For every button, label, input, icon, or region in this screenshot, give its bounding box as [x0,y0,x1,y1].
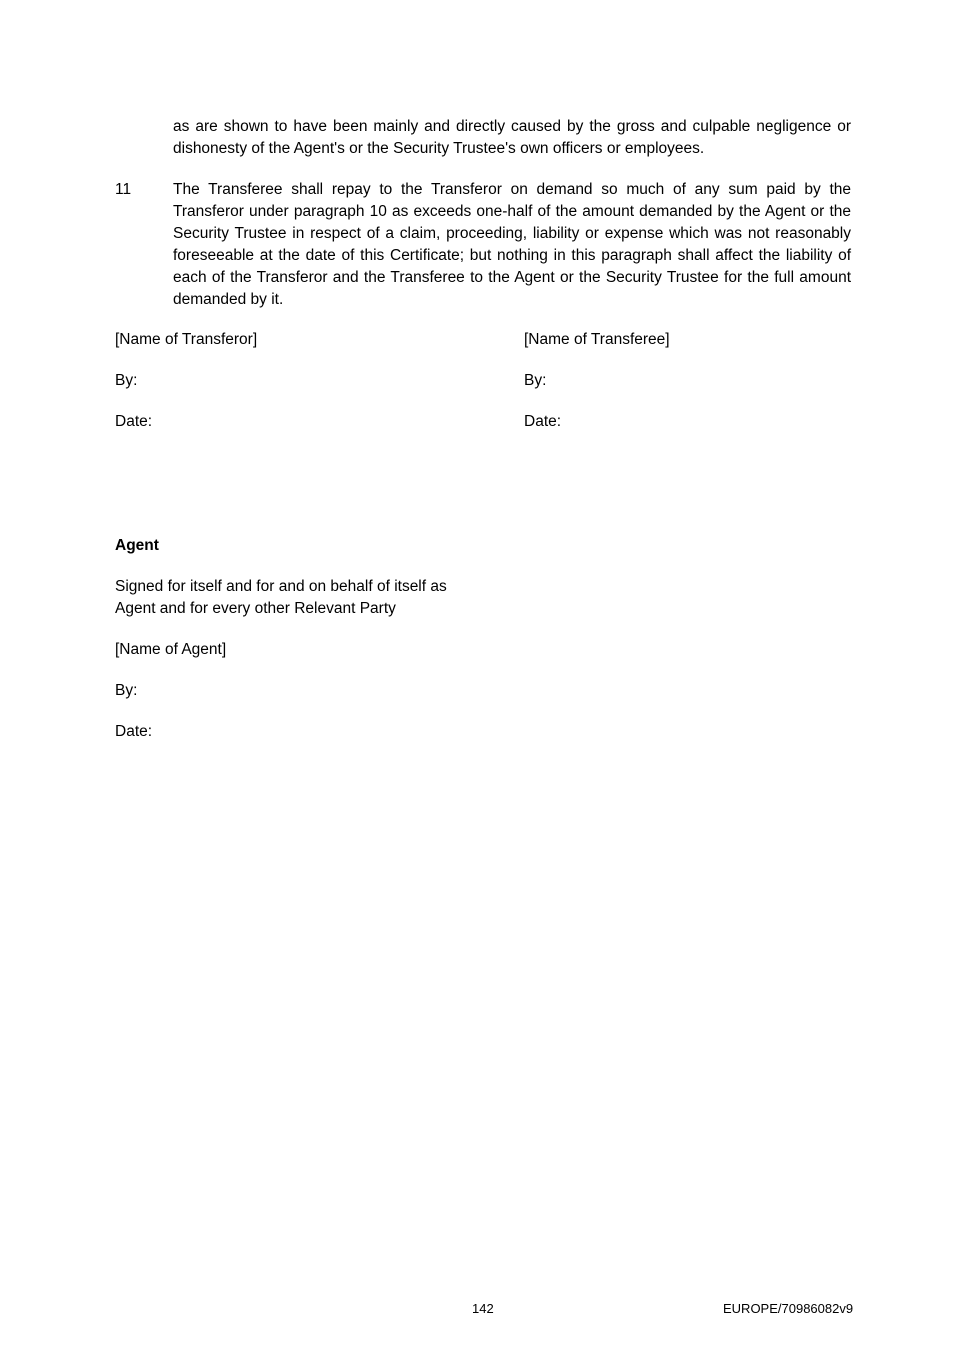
clause-11-number: 11 [115,181,132,198]
agent-date-label: Date: [115,723,153,740]
agent-description: Signed for itself and for and on behalf of itself as Agent and for every other Relevant Party [115,578,447,617]
transferor-name: [Name of Transferor] [115,331,258,348]
transferor-by-label: By: [115,372,138,389]
document-reference: EUROPE/70986082v9 [723,1301,854,1316]
clause-11-text: The Transferee shall repay to the Transferor on demand so much of any sum paid by the Transferor under paragraph 10 as exceeds one-half of the amount demanded by the Agent or the Security Trustee in respect of a claim, proceeding, liability or expense which was not reasonably foreseeable at the date of this Certificate; but nothing in this paragraph shall affect the liability of each of the Transferor and the Transferee to the Agent or the Security Trustee for the full amount demanded by it. [173,181,851,308]
transferor-date-label: Date: [115,413,153,430]
clause-10-continuation: as are shown to have been mainly and directly caused by the gross and culpable negligence or dishonesty of the Agent's or the Security Trustee's own officers or employees. [173,118,851,157]
transferee-name: [Name of Transferee] [524,331,670,348]
page-number: 142 [472,1301,494,1316]
transferee-by-label: By: [524,372,547,389]
transferee-date-label: Date: [524,413,562,430]
agent-by-label: By: [115,682,138,699]
agent-name: [Name of Agent] [115,641,227,658]
agent-heading: Agent [115,537,159,554]
